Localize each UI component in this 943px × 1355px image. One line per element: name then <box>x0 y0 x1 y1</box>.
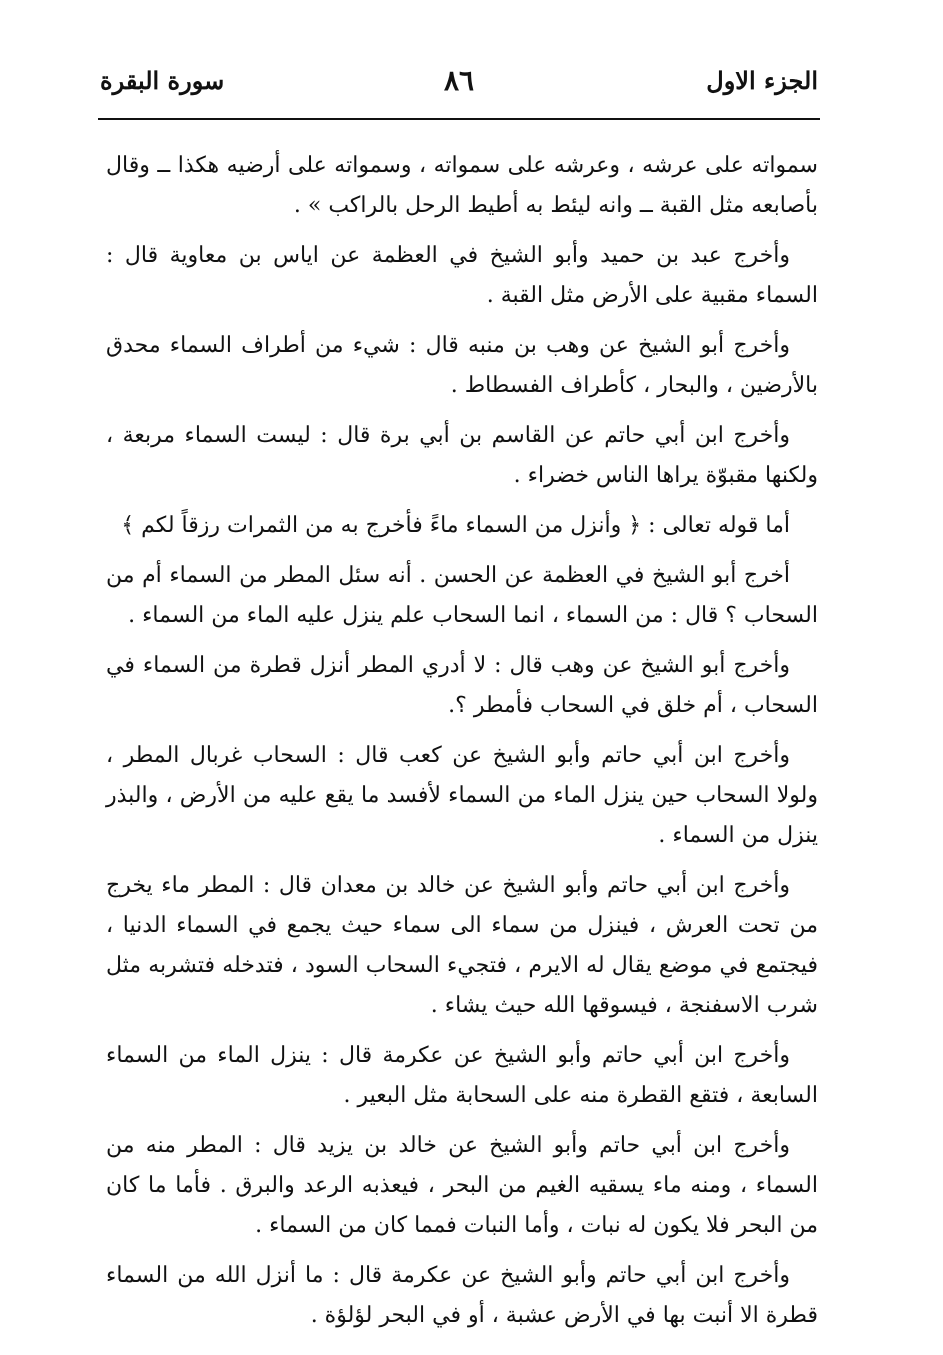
paragraph: أخرج أبو الشيخ في العظمة عن الحسن . أنه سئل المطر من السماء أم من السحاب ؟ قال : من السماء ، انما السحاب علم ينزل عليه الماء من السماء . <box>106 563 818 628</box>
running-head-surah: سورة البقرة <box>100 66 225 95</box>
paragraph: وأخرج أبو الشيخ عن وهب بن منبه قال : شيء من أطراف السماء محدق بالأرضين ، والبحار ، كأطراف الفسطاط . <box>106 333 818 398</box>
paragraph: وأخرج عبد بن حميد وأبو الشيخ في العظمة عن اياس بن معاوية قال : السماء مقبية على الأرض مثل القبة . <box>106 243 818 308</box>
paragraph: وأخرج ابن أبي حاتم وأبو الشيخ عن خالد بن يزيد قال : المطر منه من السماء ، ومنه ماء يسقيه الغيم من البحر ، فيعذبه الرعد والبرق . فأما ما كان من البحر فلا يكون له نبات ، وأما النبات فمما كان من السماء . <box>106 1133 818 1238</box>
page-body <box>106 146 818 1346</box>
running-head-part: الجزء الاول <box>706 66 818 95</box>
page-header <box>100 66 818 106</box>
paragraph: وأخرج ابن أبي حاتم وأبو الشيخ عن كعب قال : السحاب غربال المطر ، ولولا السحاب حين ينزل الماء من السماء لأفسد ما يقع عليه من الأرض ، والبذر ينزل من السماء . <box>106 743 818 848</box>
paragraph: وأخرج ابن أبي حاتم وأبو الشيخ عن خالد بن معدان قال : المطر ماء يخرج من تحت العرش ، فينزل من سماء الى سماء حيث يجمع في السماء الدنيا ، فيجتمع في موضع يقال له الايرم ، فتجيء السحاب السود ، فتدخله فتشربه مثل شرب الاسفنجة ، فيسوقها الله حيث يشاء . <box>106 873 818 1018</box>
paragraph: وأخرج ابن أبي حاتم وأبو الشيخ عن عكرمة قال : ما أنزل الله من السماء قطرة الا أنبت بها في الأرض عشبة ، أو في البحر لؤلؤة . <box>106 1263 818 1328</box>
paragraph: وأخرج ابن أبي حاتم عن القاسم بن أبي برة قال : ليست السماء مربعة ، ولكنها مقبوّة يراها الناس خضراء . <box>106 423 818 488</box>
paragraph: وأخرج ابن أبي حاتم وأبو الشيخ عن عكرمة قال : ينزل الماء من السماء السابعة ، فتقع القطرة منه على السحابة مثل البعير . <box>106 1043 818 1108</box>
verse-heading: أما قوله تعالى : ﴿ وأنزل من السماء ماءً فأخرج به من الثمرات رزقاً لكم ﴾ <box>121 513 790 538</box>
header-rule <box>98 118 820 120</box>
paragraph: سمواته على عرشه ، وعرشه على سمواته ، وسمواته على أرضيه هكذا ــ وقال بأصابعه مثل القبة ــ وانه ليئط به أطيط الرحل بالراكب » . <box>106 153 818 218</box>
paragraph: وأخرج أبو الشيخ عن وهب قال : لا أدري المطر أنزل قطرة من السماء في السحاب ، أم خلق في السحاب فأمطر ؟. <box>106 653 818 718</box>
page-number: ٨٦ <box>443 64 475 97</box>
